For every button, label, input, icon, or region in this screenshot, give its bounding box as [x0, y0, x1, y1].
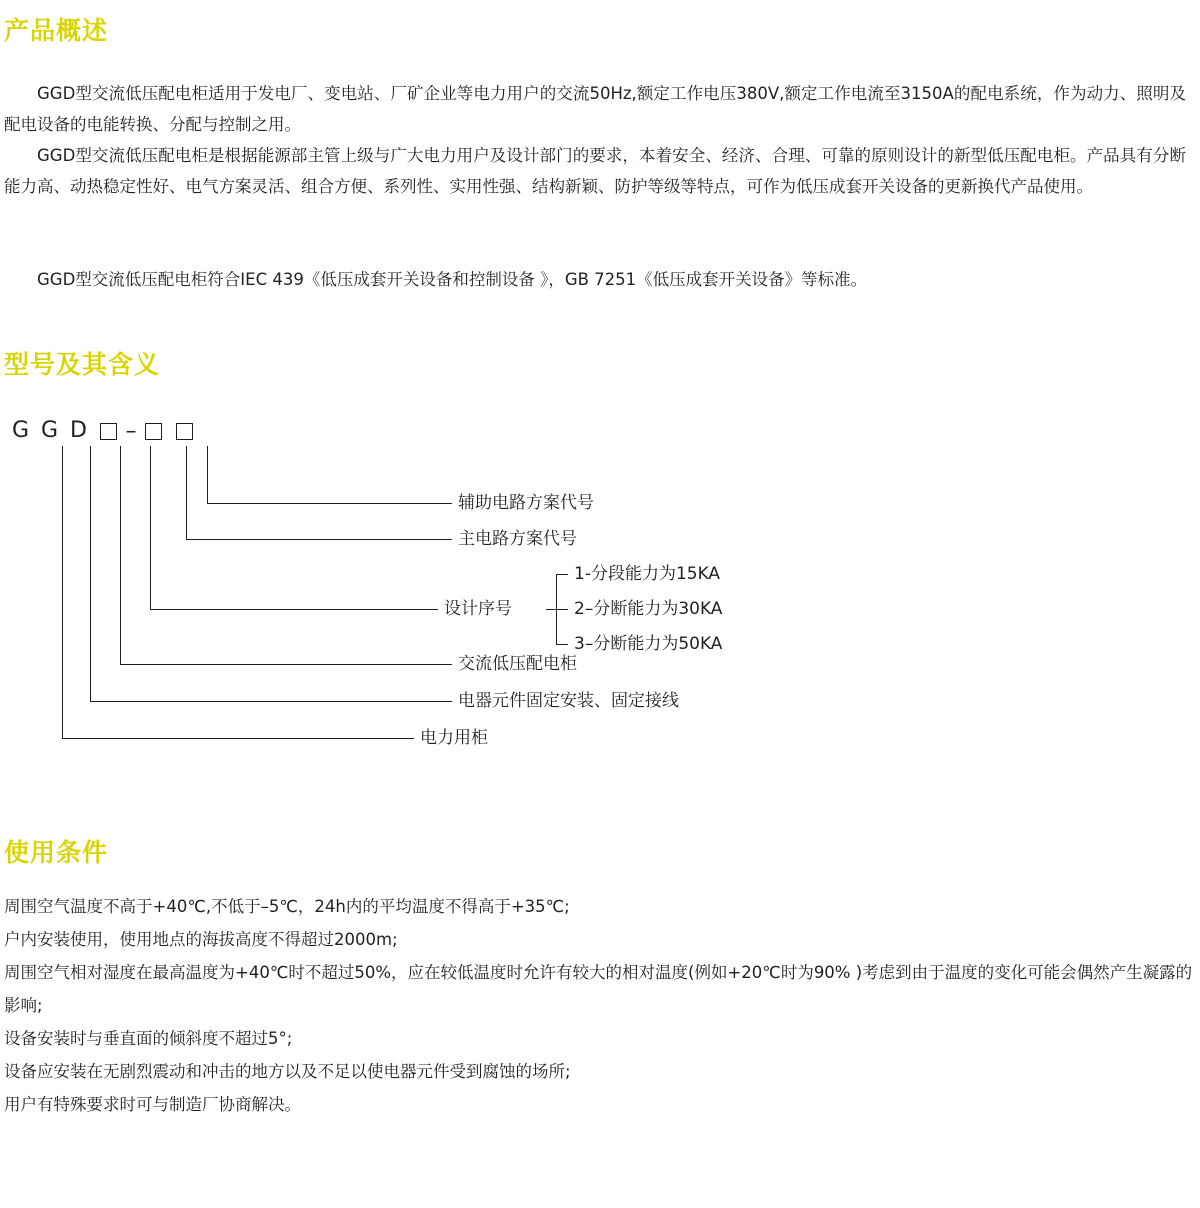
overview-paragraph-2: GGD型交流低压配电柜是根据能源部主管上级与广大电力用户及设计部门的要求，本着安全、经济、合理、可靠的原则设计的新型低压配电柜。产品具有分断能力高、动热稳定性好、电气方案灵活、组合方便、系列性、实用性强、结构新颖、防护等级等特点，可作为低压成套开关设备的更新换代产品使用。 — [4, 146, 1186, 196]
leader-vline-design — [150, 446, 151, 609]
usage-item: 用户有特殊要求时可与制造厂协商解决。 — [4, 1095, 301, 1114]
label-power-cabinet: 电力用柜 — [420, 728, 488, 748]
usage-conditions-list — [4, 890, 1194, 1121]
label-design-no: 设计序号 — [444, 599, 512, 619]
model-code-row — [6, 418, 200, 444]
code-letter-2: G — [40, 418, 59, 443]
section-title-usage: 使用条件 — [4, 838, 109, 867]
label-design-option-2: 2–分断能力为30KA — [574, 599, 723, 619]
leader-hline-fixed — [90, 701, 452, 702]
leader-hline-design — [150, 609, 438, 610]
label-design-option-3: 3–分断能力为50KA — [574, 634, 723, 654]
section-title-overview: 产品概述 — [4, 16, 109, 45]
leader-vline-power — [62, 446, 63, 738]
code-box-1 — [100, 423, 117, 440]
overview-paragraph-1: GGD型交流低压配电柜适用于发电厂、变电站、厂矿企业等电力用户的交流50Hz,额定工作电压380V,额定工作电流至3150A的配电系统，作为动力、照明及配电设备的电能转换、分配与控制之用。 — [4, 84, 1186, 134]
usage-item: 设备安装时与垂直面的倾斜度不超过5°; — [4, 1029, 293, 1048]
leader-vline-ac — [120, 446, 121, 664]
model-code-diagram — [0, 404, 1200, 804]
leader-vline-fixed — [90, 446, 91, 701]
usage-item: 周围空气温度不高于+40℃,不低于–5℃，24h内的平均温度不得高于+35℃; — [4, 897, 570, 916]
design-brace-top — [556, 574, 568, 575]
usage-item: 周围空气相对湿度在最高温度为+40℃时不超过50%，应在较低温度时允许有较大的相对温度(例如+20℃时为90% )考虑到由于温度的变化可能会偶然产生凝露的影响; — [4, 963, 1193, 1015]
code-box-2 — [145, 423, 162, 440]
overview-paragraph-3: GGD型交流低压配电柜符合IEC 439《低压成套开关设备和控制设备 》，GB 7251《低压成套开关设备》等标准。 — [37, 270, 868, 289]
leader-hline-main — [186, 539, 452, 540]
label-aux-circuit: 辅助电路方案代号 — [458, 493, 594, 513]
code-box-3 — [176, 423, 193, 440]
leader-vline-main — [186, 446, 187, 539]
label-design-option-1: 1-分段能力为15KA — [574, 564, 721, 584]
section-title-model: 型号及其含义 — [4, 350, 161, 379]
code-letter-1: G — [11, 418, 30, 443]
code-letter-3: D — [70, 418, 87, 443]
label-fixed-install: 电器元件固定安装、固定接线 — [458, 691, 679, 711]
code-separator: – — [125, 418, 137, 444]
design-brace-bottom — [556, 644, 568, 645]
leader-hline-aux — [207, 503, 452, 504]
leader-vline-aux — [207, 446, 208, 503]
design-brace-mid — [546, 609, 568, 610]
label-main-circuit: 主电路方案代号 — [458, 529, 577, 549]
usage-item: 户内安装使用，使用地点的海拔高度不得超过2000m; — [4, 930, 398, 949]
leader-hline-ac — [120, 664, 452, 665]
leader-hline-power — [62, 738, 414, 739]
label-ac-cabinet: 交流低压配电柜 — [458, 654, 577, 674]
usage-item: 设备应安装在无剧烈震动和冲击的地方以及不足以使电器元件受到腐蚀的场所; — [4, 1062, 571, 1081]
